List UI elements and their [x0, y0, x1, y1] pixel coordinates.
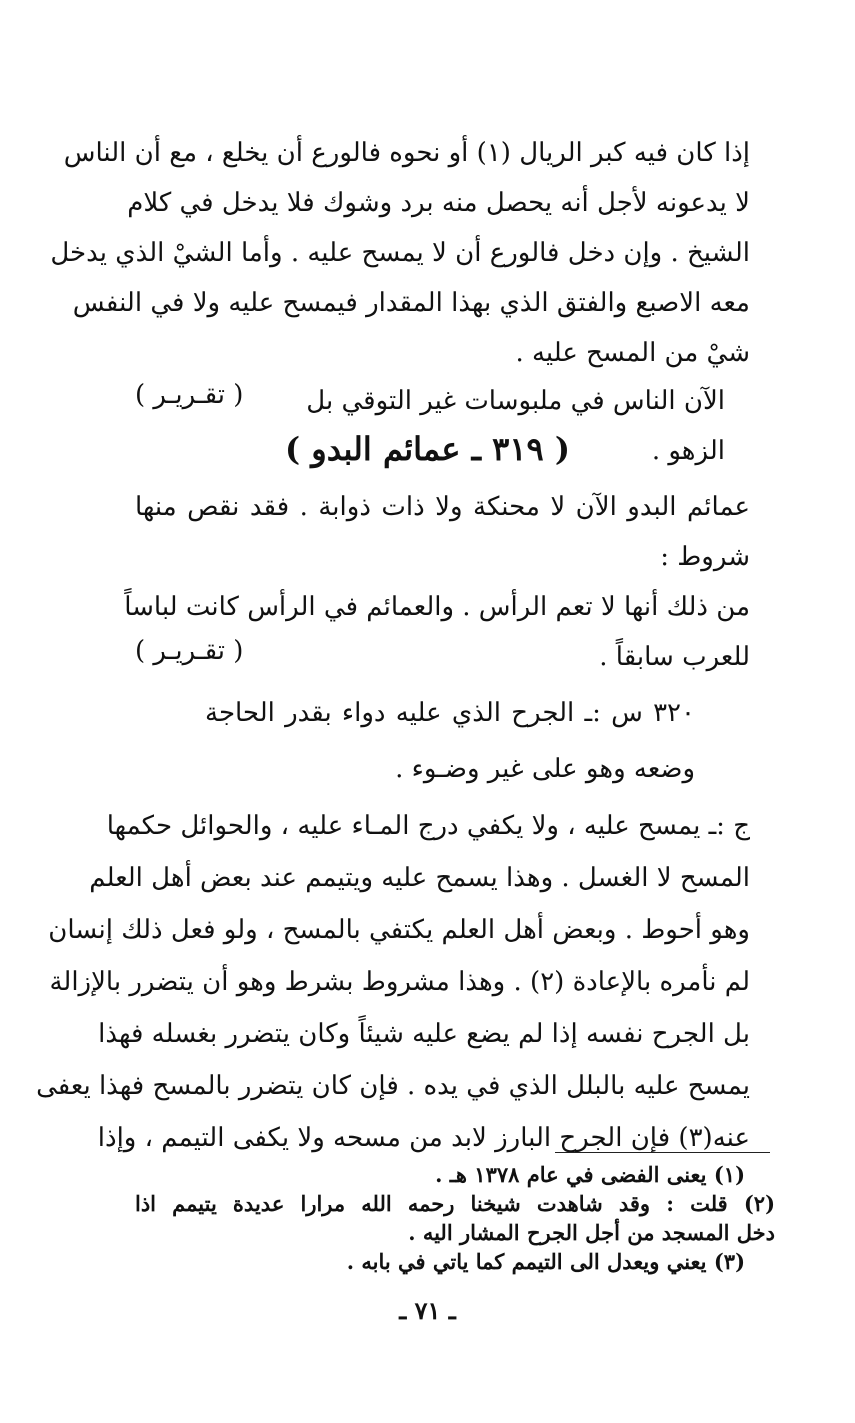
paragraph-line: شروط : — [660, 542, 750, 572]
footnote: (١) يعنى الفضى في عام ١٣٧٨ هـ . — [435, 1162, 745, 1187]
answer-line: وهو أحوط . وبعض أهل العلم يكتفي بالمسح ، ولو فعل ذلك إنسان — [48, 915, 750, 945]
answer-line: المسح لا الغسل . وهذا يسمح عليه ويتيمم عند بعض أهل العلم — [89, 863, 750, 893]
answer-line: بل الجرح نفسه إذا لم يضع عليه شيئاً وكان يتضرر بغسله فهذا — [98, 1019, 750, 1049]
footnote-separator — [555, 1152, 770, 1153]
answer-block — [36, 800, 750, 1164]
page-number: ـ ٧١ ـ — [399, 1296, 456, 1325]
paragraph-line: من ذلك أنها لا تعم الرأس . والعمائم في الرأس كانت لباساً — [124, 592, 750, 622]
taqrir-tag: ( تقـريـر ) — [135, 380, 244, 410]
paragraph-line: إذا كان فيه كبر الريال (١) أو نحوه فالورع أن يخلع ، مع أن الناس — [63, 138, 750, 168]
answer-line: لم نأمره بالإعادة (٢) . وهذا مشروط بشرط وهو أن يتضرر بالإزالة — [49, 967, 750, 997]
footnote: دخل المسجد من أجل الجرح المشار اليه . — [408, 1220, 775, 1245]
footnote: (٣) يعني ويعدل الى التيمم كما ياتي في بابه . — [346, 1249, 745, 1274]
paragraph-line: شيْ من المسح عليه . — [515, 338, 750, 368]
paragraph-line: عمائم البدو الآن لا محنكة ولا ذات ذوابة . فقد نقص منها — [135, 492, 750, 522]
paragraph-1 — [50, 128, 750, 378]
question-line: وضعه وهو على غير وضـوء . — [395, 754, 695, 784]
paragraph-2-last-line: للعرب سابقاً . — [599, 642, 750, 672]
taqrir-tag: ( تقـريـر ) — [135, 636, 244, 666]
paragraph-line: معه الاصبع والفتق الذي بهذا المقدار فيمسح عليه ولا في النفس — [72, 288, 750, 318]
paragraph-1-last-line: الآن الناس في ملبوسات غير التوقي بل الزهو . — [306, 386, 725, 466]
footnotes — [135, 1160, 775, 1276]
question-line: ٣٢٠ س :ـ الجرح الذي عليه دواء بقدر الحاجة — [205, 698, 695, 728]
answer-line: ج :ـ يمسح عليه ، ولا يكفي درج المـاء عليه ، والحوائل حكمها — [106, 811, 750, 841]
section-heading: ( ٣١٩ ـ عمائم البدو ) — [284, 430, 570, 468]
paragraph-line: لا يدعونه لأجل أنه يحصل منه برد وشوك فلا يدخل في كلام — [127, 188, 750, 218]
footnote: (٢) قلت : وقد شاهدت شيخنا رحمه الله مرارا عديدة يتيمم اذا — [135, 1191, 775, 1216]
answer-line: عنه(٣) فإن الجرح البارز لابد من مسحه ولا يكفى التيمم ، وإذا — [97, 1123, 750, 1153]
paragraph-2 — [124, 482, 750, 632]
paragraph-line: الشيخ . وإن دخل فالورع أن لا يمسح عليه . وأما الشيْ الذي يدخل — [50, 238, 750, 268]
question-block — [205, 688, 695, 794]
answer-line: يمسح عليه بالبلل الذي في يده . فإن كان يتضرر بالمسح فهذا يعفى — [36, 1071, 750, 1101]
